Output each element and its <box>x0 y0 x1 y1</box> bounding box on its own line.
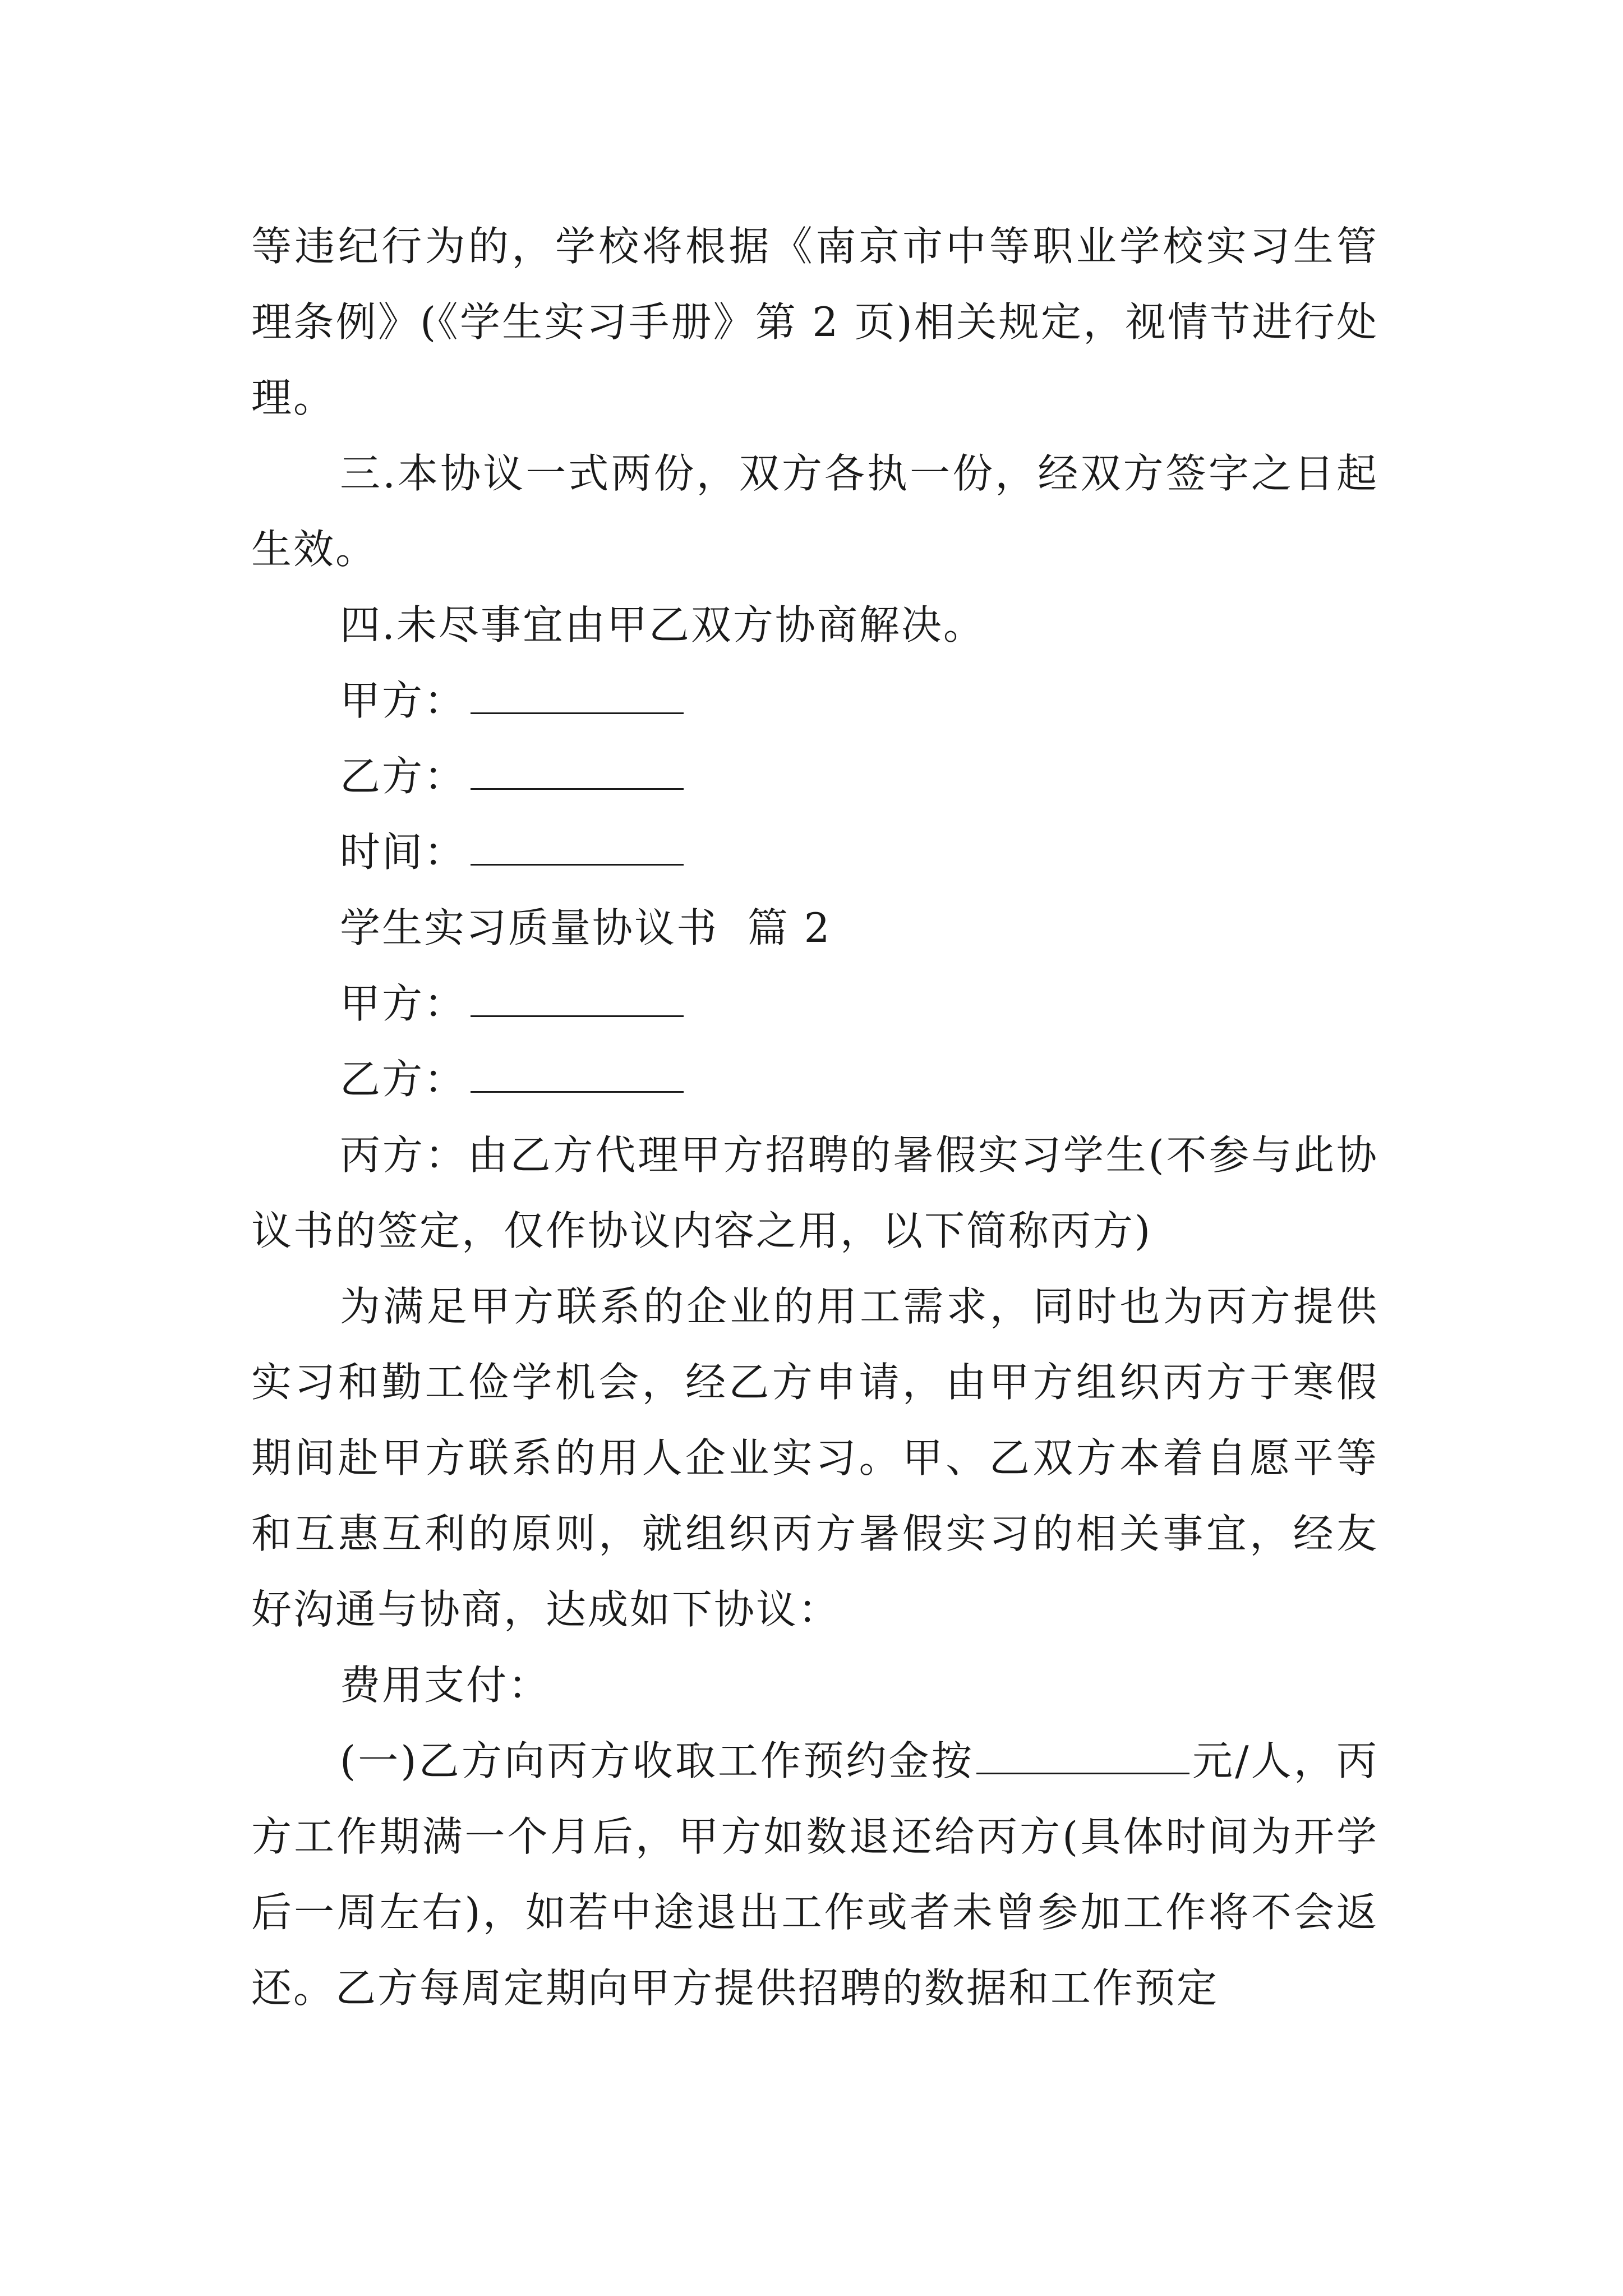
clause-three: 三.本协议一式两份，双方各执一份，经双方签字之日起生效。 <box>251 450 1378 573</box>
signature-line-party-a-2 <box>251 966 1378 1042</box>
date-blank <box>471 815 684 866</box>
party-b-blank <box>471 739 684 790</box>
paragraph-fee-clause-one <box>251 1723 1378 2026</box>
fee-amount-blank <box>976 1723 1189 1774</box>
signature-line-party-a <box>251 663 1378 739</box>
fee-clause-start: (一)乙方向丙方收取工作预约金按 <box>340 1737 974 1784</box>
section-heading-fees: 费用支付： <box>340 1662 551 1709</box>
paragraph-purpose: 为满足甲方联系的企业的用工需求，同时也为丙方提供实习和勤工俭学机会，经乙方申请，由甲方组织丙方于寒假期间赴甲方联系的用人企业实习。甲、乙双方本着自愿平等和互惠互利的原则，就组织丙方暑假实习的相关事宜，经友好沟通与协商，达成如下协议： <box>251 1283 1378 1633</box>
party-a-blank-2 <box>471 966 684 1017</box>
fee-clause-end: 元/人，丙方工作期满一个月后，甲方如数退还给丙方(具体时间为开学后一周左右)，如若中途退出工作或者未曾参加工作将不会返还。乙方每周定期向甲方提供招聘的数据和工作预定 <box>251 1737 1378 2012</box>
party-b-label: 乙方： <box>340 753 467 800</box>
signature-line-party-b <box>251 739 1378 815</box>
paragraph-violation-handling: 等违纪行为的，学校将根据《南京市中等职业学校实习生管理条例》(《学生实习手册》第 2 页)相关规定，视情节进行处理。 <box>251 223 1378 421</box>
party-b-blank-2 <box>471 1042 684 1093</box>
signature-line-date <box>251 815 1378 890</box>
date-label: 时间： <box>340 829 467 876</box>
party-a-label-2: 甲方： <box>340 980 467 1027</box>
document-body <box>251 209 1378 2026</box>
party-b-label-2: 乙方： <box>340 1056 467 1103</box>
signature-line-party-b-2 <box>251 1042 1378 1117</box>
section-heading-part-2: 学生实习质量协议书 篇 2 <box>340 904 832 951</box>
party-a-label: 甲方： <box>340 677 467 724</box>
clause-four: 四.未尽事宜由甲乙双方协商解决。 <box>340 601 985 648</box>
party-a-blank <box>471 663 684 714</box>
paragraph-party-c: 丙方：由乙方代理甲方招聘的暑假实习学生(不参与此协议书的签定，仅作协议内容之用，以下简称丙方) <box>251 1131 1378 1254</box>
